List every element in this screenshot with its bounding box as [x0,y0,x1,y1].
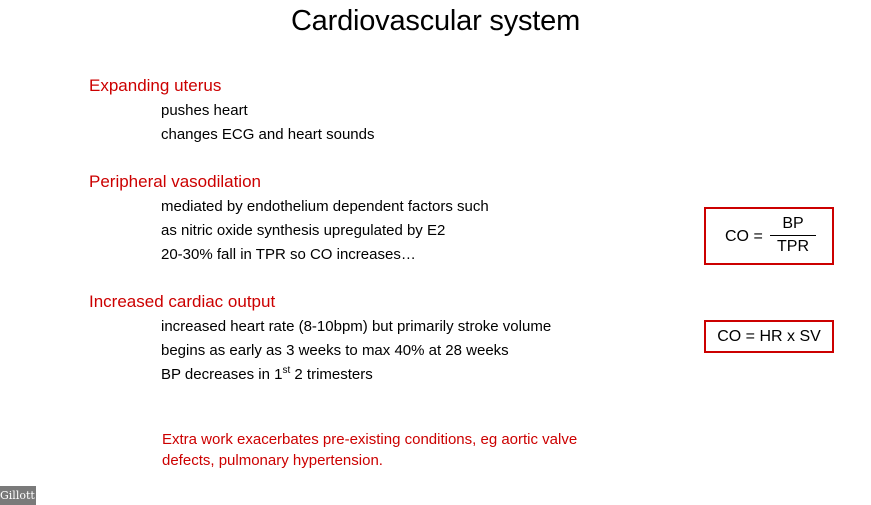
formula-box-co-hr-sv [704,320,834,353]
bullet-line: changes ECG and heart sounds [161,126,375,143]
bp-decrease-line [161,365,373,383]
ordinal-suffix: st [282,365,291,376]
bp-line-post: 2 trimesters [290,366,373,383]
bullet-line: increased heart rate (8-10bpm) but primarily stroke volume [161,318,552,335]
formula-lhs: CO = [725,228,763,245]
heading-peripheral-vasodilation: Peripheral vasodilation [89,172,261,191]
fraction-numerator: BP [782,215,804,232]
heading-expanding-uterus: Expanding uterus [89,76,222,95]
bullet-line: as nitric oxide synthesis upregulated by E2 [161,222,446,239]
formula-co-hr-sv: CO = HR x SV [717,328,821,345]
warning-note: Extra work exacerbates pre-existing conditions, eg aortic valve defects, pulmonary hypertension. [162,431,578,469]
fraction-denominator: TPR [777,238,809,255]
fraction-bar [770,235,816,236]
formula-box-co-bp-tpr [704,207,834,265]
bp-line-pre: BP decreases in 1 [161,366,283,383]
heading-increased-cardiac-output: Increased cardiac output [89,292,276,311]
slide-title: Cardiovascular system [290,5,581,37]
bullet-line: pushes heart [161,102,248,119]
formula-fraction [770,214,816,257]
bullet-line: mediated by endothelium dependent factors such [161,198,489,215]
bullet-line: 20-30% fall in TPR so CO increases… [161,246,416,263]
presenter-tag: Gillott [0,486,36,505]
bullet-line: begins as early as 3 weeks to max 40% at 28 weeks [161,342,509,359]
